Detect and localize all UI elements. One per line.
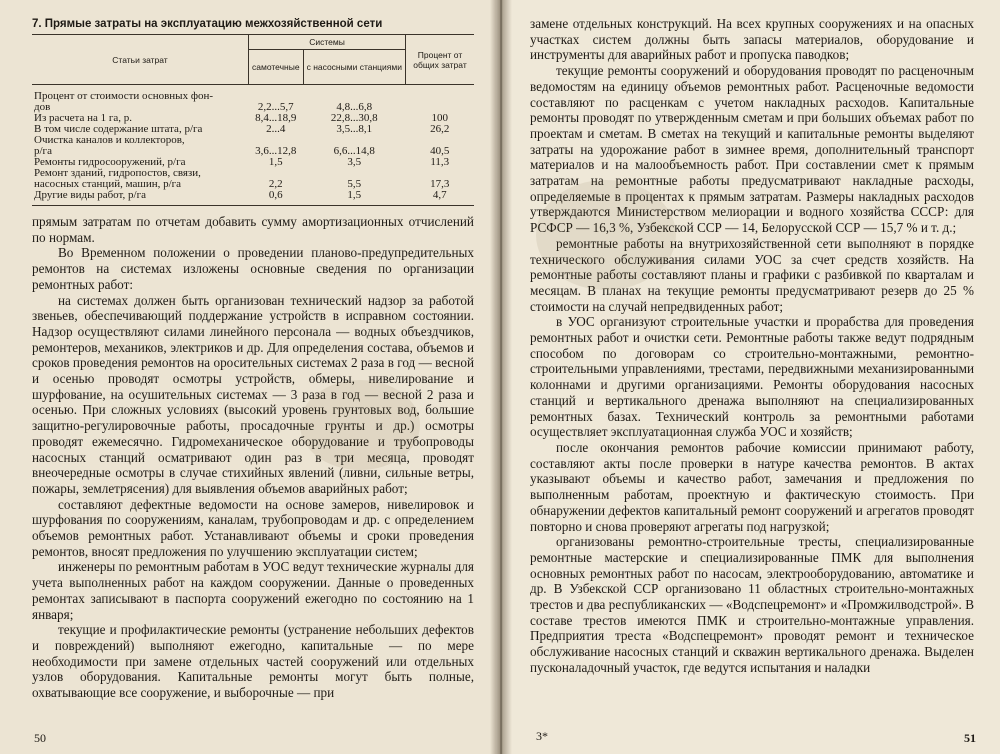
header-pumping: с насосными станциями <box>303 50 405 85</box>
cell-pumping: 5,5 <box>347 178 362 190</box>
row-label: Другие виды работ, р/га <box>34 189 146 201</box>
left-body-text <box>32 214 474 701</box>
table-row <box>32 168 474 190</box>
cell-percent: 11,3 <box>430 156 450 168</box>
paragraph: текущие ремонты сооружений и оборудования проводят по расценочным ведомостям на единицу объемов ремонтных работ. Расценочные ведомости составляют по расценкам с учетом накладных расходов. Капитальные ремонты проводят по утвержденным сметам и при больших объемах работ по проектам и сметам. В сметах на текущий и капитальные ремонты выделяют затраты на удорожание работ в зимнее время, дополнительный транспорт материалов и на малообъемность работ. При составлении смет к прямым затратам на ремонтные работы предусматривают накладные расходы, определяемые в процентах к прямым затратам. Размеры накладных расходов утверждаются Министерством мелиорации и водного хозяйства СССР: для РСФСР — 16,3 %, Узбекской ССР — 14, Белорусской ССР — 15,7 % и т. д.; <box>530 63 974 236</box>
right-body-text <box>530 16 974 676</box>
page-number-left: 50 <box>34 731 46 745</box>
paragraph: текущие и профилактические ремонты (устранение небольших дефектов и повреждений) выполняют ежегодно, капитальные — по мере необходимости при замене отдельных частей сооружений или отдельных узлов оборудования. Капитальные ремонты могут быть полные, охватывающие все сооружение, и выборочные — при <box>32 622 474 701</box>
cell-pumping: 3,5...8,1 <box>336 123 373 135</box>
paragraph: организованы ремонтно-строительные тресты, специализированные ремонтные мастерские и специализированные ПМК для выполнения основных ремонтных работ по насосам, электрооборудованию, автоматике и др. В Узбекской ССР организовано 11 областных строительно-монтажных трестов и два республиканских — «Водспецремонт» и «Промжилводстрой». В составе трестов имеются ПМК и строительно-монтажные управления. Предприятия треста «Водспецремонт» проводят ремонт и техническое обслуживание насосных станций и скважин вертикального дренажа. Выделен пусконаладочный участок, где ведутся испытания и наладки <box>530 534 974 675</box>
paragraph: инженеры по ремонтным работам в УОС ведут технические журналы для учета выполненных работ на каждом сооружении. Данные о проведенных ремонтах записывают в паспорта сооружений ежегодно по состоянию на 1 января; <box>32 559 474 622</box>
cell-gravity: 2,2...5,7 <box>257 101 294 113</box>
cell-gravity: 1,5 <box>268 156 283 168</box>
cell-percent: 40,5 <box>430 145 450 157</box>
left-page <box>0 0 496 754</box>
book-gutter <box>490 0 512 754</box>
table-title: 7. Прямые затраты на эксплуатацию межхозяйственной сети <box>32 18 383 30</box>
row-label: Очистка каналов и коллекторов, р/га <box>34 134 185 157</box>
paragraph: ремонтные работы на внутрихозяйственной сети выполняют в порядке технического обслуживания силами УОС за счет средств хозяйств. На ремонтные работы составляют планы и графики с разбивкой по кварталам и месяцам. В планах на текущие ремонты предусматривают резерв до 25 % стоимости на случай непредвиденных работ; <box>530 235 974 314</box>
cell-pumping: 3,5 <box>347 156 362 168</box>
cell-gravity: 2...4 <box>266 123 286 135</box>
header-percent: Процент от общих затрат <box>406 35 475 85</box>
cell-percent: 100 <box>431 112 448 124</box>
cell-pumping: 22,8...30,8 <box>330 112 378 124</box>
cell-percent: 4,7 <box>432 189 447 201</box>
table-bottom-rule <box>32 205 474 206</box>
table-row <box>32 85 474 114</box>
header-items: Статьи затрат <box>32 35 249 85</box>
page-number-right: 51 <box>964 731 976 745</box>
cell-gravity: 0,6 <box>268 189 283 201</box>
row-label: Процент от стоимости основных фон- дов <box>34 90 214 113</box>
row-label: Из расчета на 1 га, р. <box>34 112 132 124</box>
right-page <box>496 0 1000 754</box>
cell-percent <box>406 85 475 114</box>
paragraph: после окончания ремонтов рабочие комиссии принимают работу, составляют акты после проверки в натуре качества ремонтов. В актах указывают объемы и качество работ, замечания и предложения по выполненным работам, проектную и фактическую стоимость. При обнаружении дефектов капитальный ремонт сооружений и агрегатов проводят повторно и снова проверяют агрегаты под нагрузкой; <box>530 439 974 534</box>
paragraph: прямым затратам по отчетам добавить сумму амортизационных отчислений по нормам. <box>32 214 474 245</box>
row-label: Ремонт зданий, гидропостов, связи, насосных станций, машин, р/га <box>34 167 201 190</box>
cell-gravity: 8,4...18,9 <box>255 112 297 124</box>
cell-percent: 17,3 <box>430 178 450 190</box>
printer-signature: 3* <box>536 729 548 743</box>
paragraph: на системах должен быть организован технический надзор за работой звеньев, обеспечивающий поддержание устройств в исправном состоянии. Надзор осуществляют силами линейного персонала — водных объездчиков, ремонтеров, механиков, электриков и др. Для определения состава, объемов и сроков проведения ремонтов на оросительных системах 2 раза в год — весной и осенью проводят осмотры устройств, обмеры, нивелирование и шурфование, на осушительных системах — 3 раза в год — весной 2 раза и осенью. При сложных условиях (высокий уровень грунтовых вод, большие защитно-регулировочные работы, просадочные грунты и др.) осмотры проводят ежемесячно. Гидромеханическое оборудование и трубопроводы насосных станций осматривают один раз в три месяца, проводят внеочередные осмотры в случае стихийных явлений (ливни, сильные ветры, пожары, землетрясения) для выявления объемов аварийных работ; <box>32 292 474 496</box>
costs-table <box>32 34 474 201</box>
row-label: Ремонты гидросооружений, р/га <box>34 156 186 168</box>
cell-pumping: 1,5 <box>347 189 362 201</box>
table-row <box>32 135 474 157</box>
paragraph: замене отдельных конструкций. На всех крупных сооружениях и на опасных участках систем должны быть запасы материалов, оборудование и инструменты для аварийных работ и пропуска паводков; <box>530 16 974 63</box>
cell-pumping: 6,6...14,8 <box>333 145 375 157</box>
paragraph: Во Временном положении о проведении планово-предупредительных ремонтов на системах изложены основные сведения по организации ремонтных работ: <box>32 245 474 292</box>
paragraph: в УОС организуют строительные участки и прорабства для проведения ремонтных работ и очистки сети. Ремонтные работы также ведут подрядным способом по договорам со строительно-монтажными, ремонтно-строительными управлениями, трестами, передвижными механизированными колоннами и другими организациями. Ремонты оборудования насосных станций и вертикального дренажа выполняют на специализированных ремонтных базах. Технический контроль за ремонтными работами осуществляет эксплуатационная служба УОС и хозяйств; <box>530 314 974 440</box>
header-systems: Системы <box>249 35 406 50</box>
row-label: В том числе содержание штата, р/га <box>34 123 203 135</box>
cell-gravity: 2,2 <box>268 178 283 190</box>
table-row <box>32 190 474 201</box>
cell-pumping: 4,8...6,8 <box>336 101 373 113</box>
cell-gravity: 3,6...12,8 <box>255 145 297 157</box>
header-gravity: самотечные <box>249 50 304 85</box>
cell-percent: 26,2 <box>430 123 450 135</box>
paragraph: составляют дефектные ведомости на основе замеров, нивелировок и шурфования по сооружениям, каналам, трубопроводам и др. с определением объемов ремонтных работ. Устанавливают объемы и сроки проведения ремонтов, вносят предложения по улучшению эксплуатации систем; <box>32 496 474 559</box>
